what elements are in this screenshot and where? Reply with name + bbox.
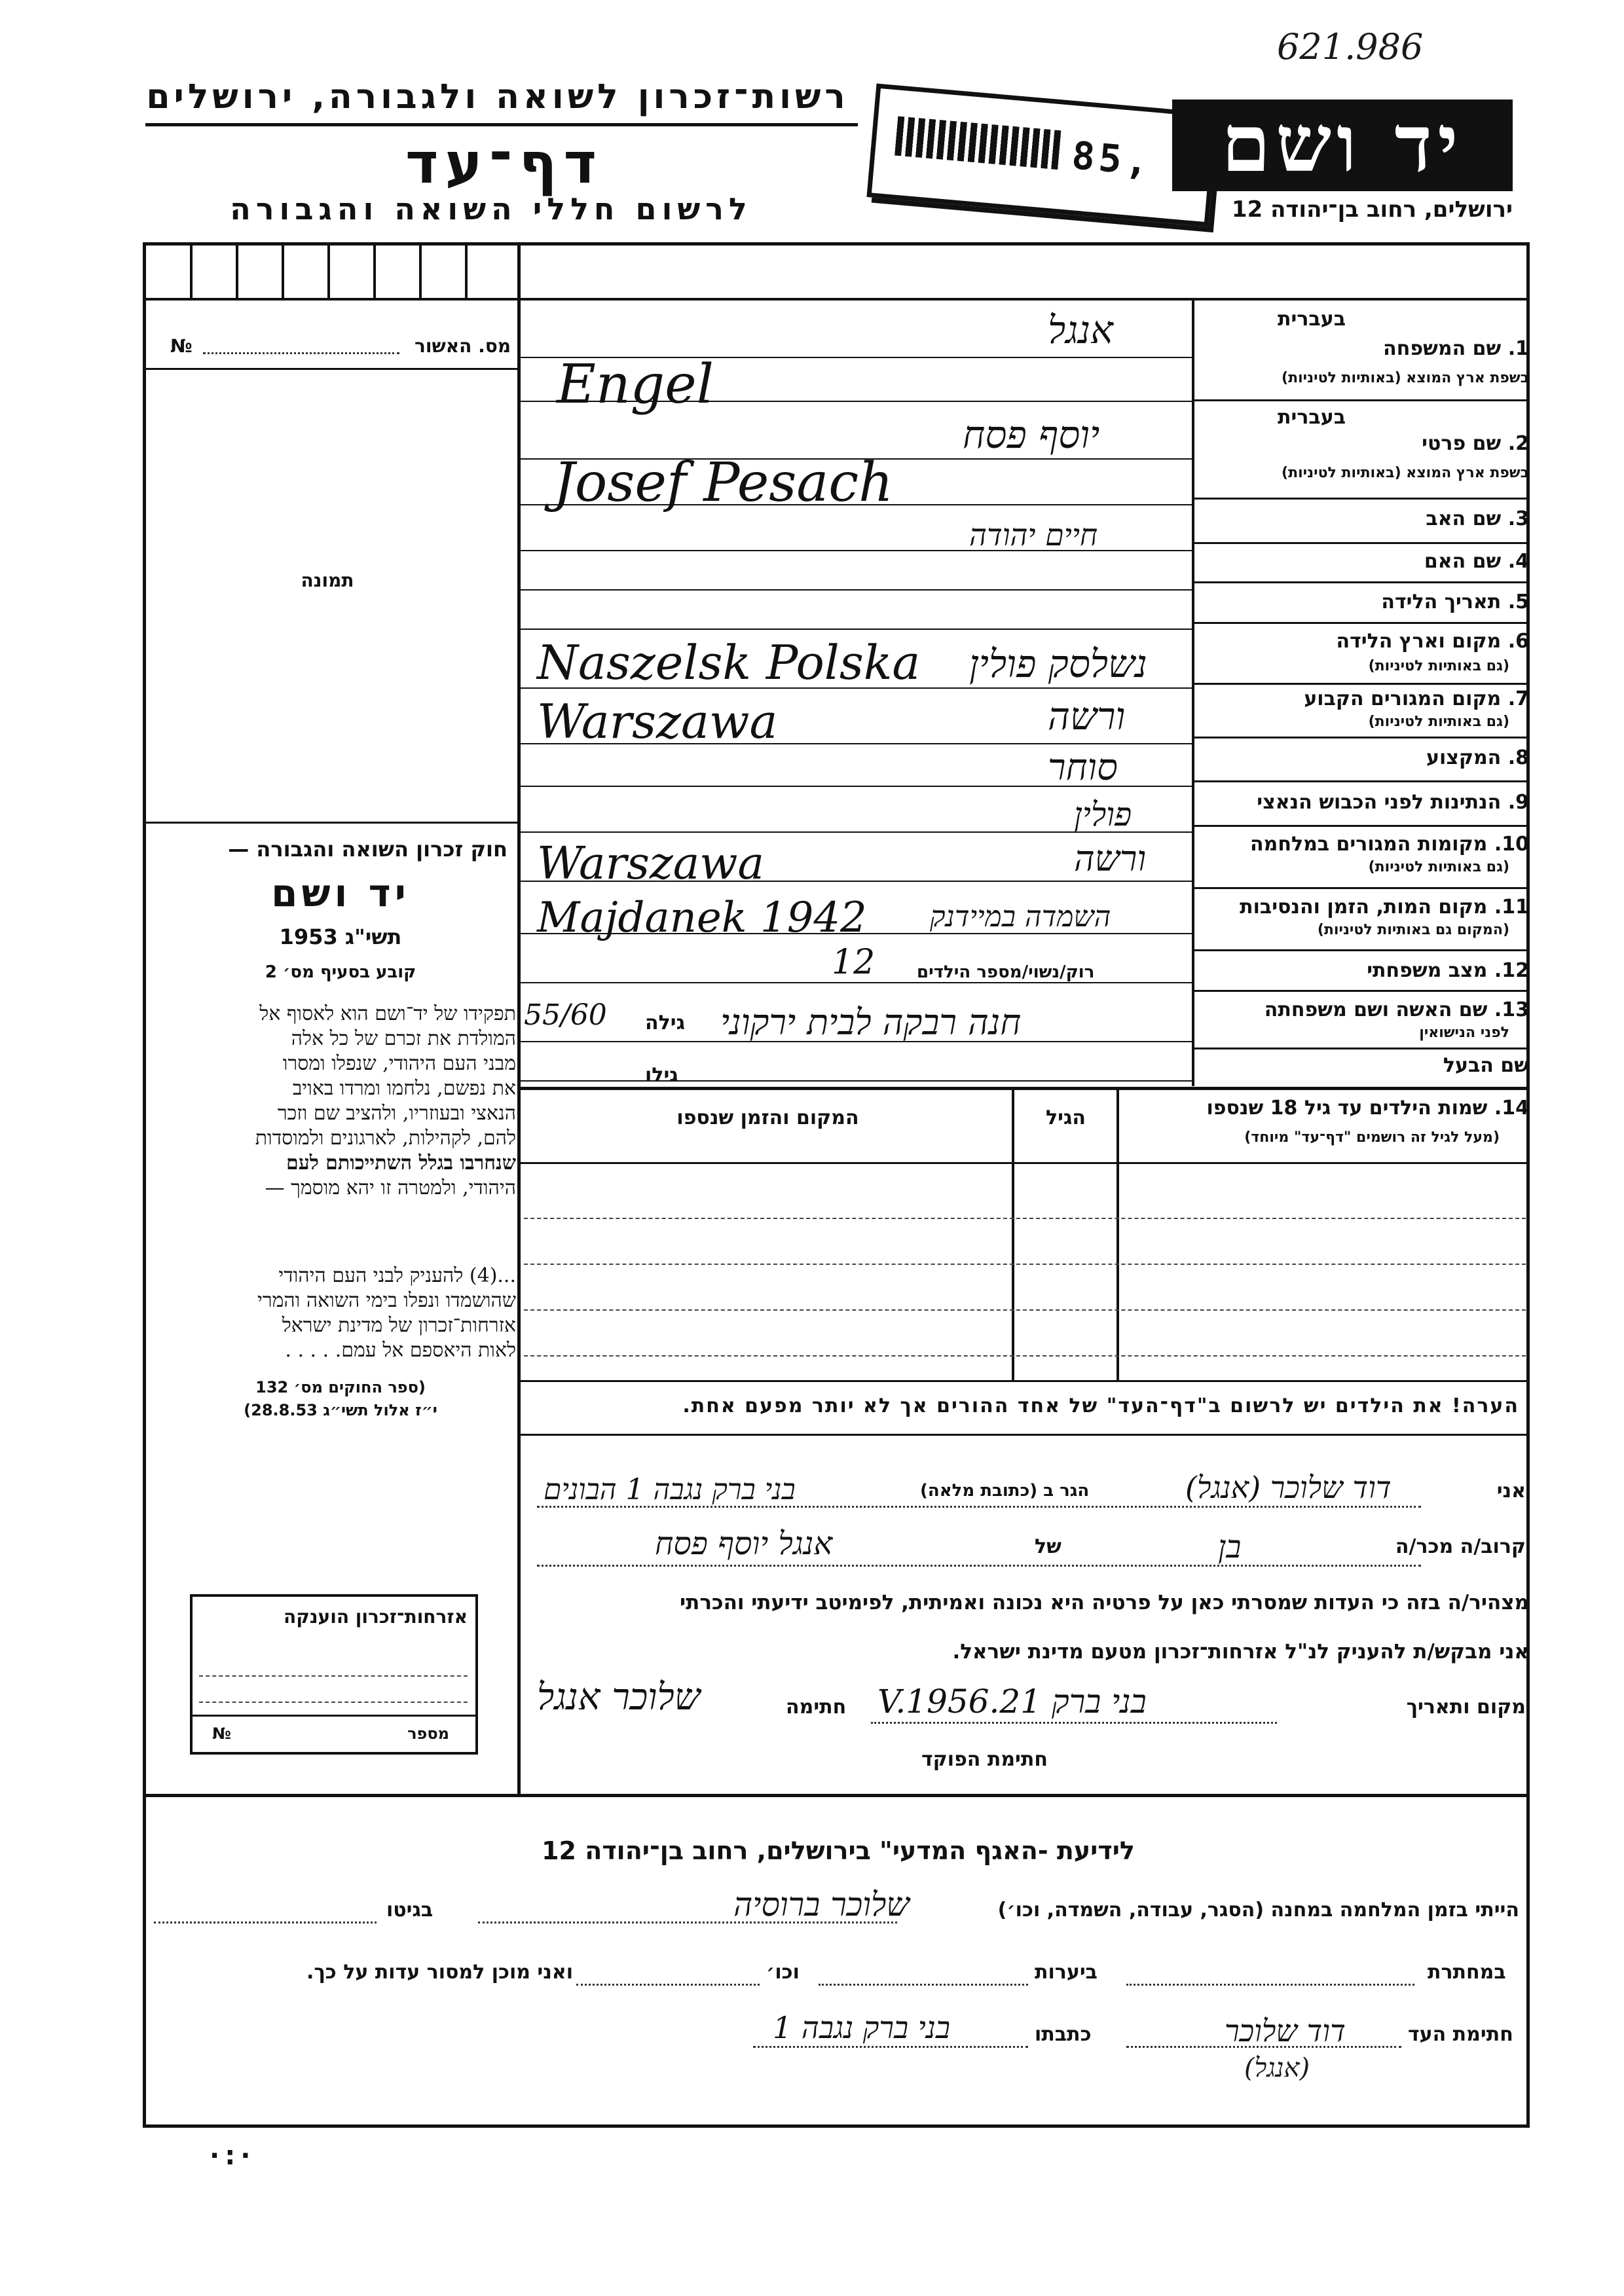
law-text-2 (149, 1264, 516, 1363)
row-rule (1192, 949, 1530, 951)
field-12-inline: רוק/נשוי/מספר הילדים (917, 962, 1095, 982)
value-rule (521, 1080, 1192, 1082)
photo-bottom-rule (143, 822, 519, 824)
row-rule (1192, 498, 1530, 500)
approval-number-row (157, 335, 511, 361)
field-2-value-he[interactable]: יוסף פסח (963, 412, 1100, 457)
info-forests-label: ביערות (1035, 1961, 1098, 1984)
info-underground-label: במחתרת (1428, 1961, 1506, 1984)
info-etc-line (576, 1984, 760, 1986)
field-2-lang: בעברית (1278, 406, 1346, 429)
info-witness-line (1126, 2046, 1401, 2048)
form-purpose: לרשום חללי השואה והגבורה (230, 191, 752, 227)
field-6-label (1337, 630, 1529, 653)
field-6-value-he[interactable]: נשלסק פולין (969, 642, 1147, 686)
citizenship-box-rule (193, 1715, 475, 1717)
law-source: (ספר החוקים מס׳ 132 (255, 1378, 426, 1396)
value-rule (521, 629, 1192, 630)
info-witness-address[interactable]: בני ברק נגבה 1 (773, 2010, 950, 2045)
decl-relation[interactable]: בן (1218, 1529, 1242, 1565)
field-12-label (1367, 959, 1529, 982)
photo-top-rule (143, 368, 519, 370)
info-forests-line (819, 1984, 1028, 1986)
law-title: חוק זכרון השואה והגבורה — (228, 837, 507, 862)
field-4-text: שם האם (1424, 550, 1502, 573)
field-13-sub: לפני הנישואין (1419, 1025, 1509, 1041)
info-line1-value[interactable]: שלוכר ברוסיה (733, 1886, 910, 1923)
no-mark: № (170, 335, 193, 357)
field-9-num: 9. (1507, 791, 1529, 814)
top-handwritten-number: 621.986 (1277, 26, 1424, 67)
box-divider (282, 242, 284, 298)
citizenship-title: אזרחות־זכרון הוענקה (284, 1606, 468, 1628)
box-divider (190, 242, 193, 298)
info-witness-sig[interactable]: דוד שלוכר (1225, 2013, 1346, 2049)
field-5-num: 5. (1507, 591, 1529, 613)
field-5-text: תאריך הלידה (1381, 591, 1502, 613)
decl-signature[interactable]: שלוכר אנגל (537, 1676, 701, 1719)
decl-address[interactable]: בני ברק נגבה 1 הבונים (544, 1473, 796, 1506)
children-row[interactable] (524, 1309, 1526, 1311)
field-9-text: הנתינות לפני הכבוש הנאצי (1257, 791, 1502, 814)
field-3-num: 3. (1507, 507, 1529, 530)
decl-of-label: של (1035, 1535, 1061, 1558)
field-9-label (1257, 791, 1529, 814)
info-line1-line (478, 1922, 897, 1923)
children-row[interactable] (524, 1355, 1526, 1357)
field-2-text: שם פרטי (1422, 432, 1502, 455)
approval-number-field[interactable] (203, 352, 399, 354)
field-10-sub: (גם באותיות לטיניות) (1368, 859, 1509, 875)
citizenship-box (190, 1594, 478, 1755)
row-rule (1192, 581, 1530, 583)
decl-statement: מצהיר/ה בזה כי העדות שמסרתי כאן על פרטיה היא נכונה ואמיתית, לפימיטב ידיעתי והכרתי (680, 1591, 1529, 1614)
field-13-value[interactable]: חנה רבקה לבית ירקוני (720, 1002, 1022, 1043)
children-row[interactable] (524, 1218, 1526, 1219)
decl-i-label: אני (1496, 1480, 1526, 1503)
children-header-rule (521, 1162, 1530, 1164)
value-rule (521, 982, 1192, 983)
field-11-sub: (המקום גם באותיות לטיניות) (1317, 922, 1509, 938)
field-13-age-label: גילה (645, 1011, 685, 1034)
field-1-text: שם המשפחה (1383, 337, 1502, 360)
stamp-redaction (895, 117, 1061, 170)
children-label (1206, 1097, 1529, 1120)
field-3-label (1426, 507, 1529, 530)
field-1-sub: בשפת ארץ המוצא (באותיות לטיניות) (1282, 370, 1529, 386)
field-1-lang: בעברית (1278, 308, 1346, 331)
box-divider (373, 242, 376, 298)
citizenship-number-label: מספר (407, 1724, 449, 1743)
field-8-num: 8. (1507, 746, 1529, 769)
info-underground-line (1126, 1984, 1414, 1986)
info-etc-label: וכו׳ (766, 1961, 800, 1984)
field-9-value[interactable]: פולין (1074, 795, 1132, 833)
decl-relative-label: קרוב/ה מכר/ה (1395, 1535, 1526, 1558)
field-2-value-lat[interactable]: Josef Pesach (553, 452, 893, 514)
children-sub: (מעל לגיל זה רושמים "דף־עד" מיוחד) (1244, 1129, 1500, 1146)
decl-officer-label: חתימת הפוקד (921, 1748, 1048, 1771)
field-2-sub: בשפת ארץ המוצא (באותיות לטיניות) (1282, 465, 1529, 481)
children-col-place: המקום והזמן שנספו (676, 1106, 859, 1129)
field-7-value-he[interactable]: ורשה (1048, 694, 1126, 738)
field-10-value-he[interactable]: ורשה (1074, 838, 1147, 879)
law-line: שהושמדו ונפלו בימי השואה והמרי (257, 1289, 516, 1312)
row-rule (1192, 737, 1530, 738)
note-rule (521, 1434, 1530, 1436)
law-name: יד ושם (271, 871, 410, 915)
approval-number-label: מס. האשור (415, 335, 511, 357)
field-6-sub: (גם באותיות לטיניות) (1368, 658, 1509, 674)
field-13-age-value[interactable]: 55/60 (524, 998, 607, 1032)
row-rule (1192, 887, 1530, 889)
info-address-line (753, 2046, 1028, 2048)
law-clause: קובע בסעיף מס׳ 2 (265, 962, 416, 982)
header-rule (145, 123, 858, 126)
row-rule (1192, 399, 1530, 401)
top-strip-rule (143, 298, 1530, 301)
field-13-label (1264, 998, 1529, 1021)
label-column-divider (1192, 301, 1194, 1086)
field-1-num: 1. (1507, 337, 1529, 360)
value-rule (521, 589, 1192, 591)
law-line: היהודי, ולמטרה זו יהא מוסמך — (265, 1176, 516, 1199)
field-2-num: 2. (1507, 432, 1529, 455)
children-bottom-rule (521, 1380, 1530, 1382)
header-address: ירושלים, רחוב בן־יהודה 12 (1231, 196, 1513, 223)
field-11-num: 11. (1494, 896, 1529, 919)
citizenship-line[interactable] (199, 1702, 468, 1703)
row-rule (1192, 990, 1530, 992)
field-6-num: 6. (1507, 630, 1529, 653)
field-12-value[interactable]: 12 (832, 943, 876, 982)
field-2-label (1422, 432, 1529, 455)
info-witness-sig-label: חתימת העד (1408, 2023, 1513, 2046)
box-divider (419, 242, 422, 298)
field-13-num: 13. (1494, 998, 1529, 1021)
decl-of-line (537, 1565, 1421, 1567)
decl-signature-label: חתימה (786, 1696, 847, 1719)
decl-declarant[interactable]: דוד שלוכר (אנגל) (1185, 1470, 1392, 1505)
field-3-value[interactable]: חיים יהודה (969, 517, 1098, 553)
stamp-number: 85, (1070, 133, 1154, 185)
info-title: לידיעת -האגף המדעי" בירושלים, רחוב בן־יהודה 12 (542, 1836, 1135, 1865)
decl-address-line (537, 1506, 1421, 1508)
field-13-text: שם האשה ושם משפחתה (1264, 998, 1488, 1021)
info-ghetto-label: בגיטו (386, 1899, 434, 1922)
field-12-num: 12. (1494, 959, 1529, 982)
row-rule (1192, 622, 1530, 624)
law-date: י״ז אלול תשי״ג 28.8.53) (244, 1401, 437, 1419)
field-7-label (1304, 687, 1529, 710)
field-10-value-lat[interactable]: Warszawa (537, 838, 765, 890)
info-address-label: כתבתו (1035, 2023, 1092, 2046)
field-14-num: 14. (1494, 1097, 1529, 1120)
field-1-value-he[interactable]: אנגל (1048, 308, 1113, 352)
children-top-rule (521, 1087, 1530, 1090)
citizenship-number-mark: № (212, 1724, 231, 1743)
law-line: את נפשם, נלחמו ומרדו באויב (292, 1077, 516, 1100)
law-line: אזרחות־זכרון של מדינת ישראל (282, 1314, 516, 1337)
field-14-text: שמות הילדים עד גיל 18 שנספו (1206, 1097, 1488, 1120)
logo-text: יד ושם (1221, 98, 1464, 190)
law-line: הנאצי ובעוזריו, ולהציב שם וזכר (277, 1102, 516, 1125)
box-divider (236, 242, 238, 298)
field-10-text: מקומות המגורים במלחמה (1250, 833, 1488, 856)
form-name: דף־עד (405, 131, 604, 196)
registration-stamp (866, 83, 1218, 227)
field-10-label (1250, 833, 1529, 856)
law-line: תפקידו של יד־ושם הוא לאסוף אל (259, 1002, 516, 1025)
field-11-value-lat[interactable]: Majdanek 1942 (537, 894, 867, 942)
field-4-label (1424, 550, 1529, 573)
row-rule (1192, 683, 1530, 685)
law-line: להם, לקהילות, לארגונים ולמוסדות (255, 1127, 516, 1150)
authority-title: רשות־זכרון לשואה ולגבורה, ירושלים (146, 77, 849, 117)
field-8-label (1426, 746, 1529, 769)
decl-place-date-label: מקום ותאריך (1406, 1696, 1526, 1719)
row-rule (1192, 1048, 1530, 1049)
husband-age-label: גילו (645, 1064, 678, 1087)
field-7-sub: (גם באותיות לטיניות) (1368, 714, 1509, 730)
husband-label: שם הבעל (1443, 1054, 1529, 1077)
decl-resides-label: הגר ב (כתובת מלאה) (920, 1481, 1090, 1501)
field-1-value-lat[interactable]: Engel (557, 354, 714, 416)
field-3-text: שם האב (1426, 507, 1502, 530)
law-line: המולדת את זכרם של כל אלה (291, 1027, 516, 1050)
info-line1-label: הייתי בזמן המלחמה במחנה (הסגר, עבודה, השמדה, וכו׳) (997, 1899, 1519, 1922)
children-col-2 (1116, 1087, 1119, 1381)
field-4-num: 4. (1507, 550, 1529, 573)
field-8-text: המקצוע (1426, 746, 1502, 769)
children-col-age: הגיל (1046, 1106, 1086, 1129)
box-divider (327, 242, 330, 298)
field-12-text: מצב משפחתי (1367, 959, 1488, 982)
children-note: הערה! את הילדים יש לרשום ב"דף־העד" של אחד ההורים אך לא יותר מפעם אחת. (682, 1394, 1519, 1417)
row-rule (1192, 542, 1530, 544)
field-1-label (1383, 337, 1529, 360)
field-11-label (1240, 896, 1529, 919)
law-year: תשי"ג 1953 (279, 924, 402, 949)
decl-of-name[interactable]: אנגל יוסף פסח (655, 1525, 833, 1562)
info-ghetto-line (154, 1922, 377, 1923)
column-divider (517, 242, 521, 1794)
law-line: מבני העם היהודי, שנפלו ומסרו (282, 1052, 516, 1075)
field-5-label (1381, 591, 1529, 613)
row-rule (1192, 780, 1530, 782)
row-rule (1192, 825, 1530, 827)
field-7-num: 7. (1507, 687, 1529, 710)
info-ready-label: ואני מוכן למסור עדות על כך. (306, 1961, 573, 1984)
law-line: ...(4) להעניק לבני העם היהודי (278, 1264, 516, 1287)
decl-place-date[interactable]: בני ברק 21.V.1956 (877, 1683, 1147, 1721)
law-text-1 (149, 1002, 516, 1201)
law-line: לאות היאספם אל עמם. . . . . (285, 1339, 516, 1362)
field-8-value[interactable]: סוחר (1048, 746, 1118, 789)
field-11-text: מקום המות, הזמן והנסיבות (1240, 896, 1488, 919)
footer-marks: ·:· (210, 2141, 256, 2171)
field-7-text: מקום המגורים הקבוע (1304, 687, 1502, 710)
info-top-rule (143, 1794, 1530, 1797)
field-6-text: מקום וארץ הלידה (1336, 630, 1502, 653)
field-6-value-lat[interactable]: Naszelsk Polska (537, 635, 921, 690)
field-7-value-lat[interactable]: Warszawa (537, 694, 778, 749)
law-line: שנחרבו בגלל השתייכותם לעם (286, 1152, 516, 1175)
field-11-value-he[interactable]: השמדה במיידנק (930, 900, 1111, 934)
children-col-1 (1012, 1087, 1014, 1381)
field-10-num: 10. (1494, 833, 1529, 856)
children-row[interactable] (524, 1264, 1526, 1265)
photo-label: תמונה (301, 570, 354, 591)
box-divider (465, 242, 468, 298)
decl-place-line (871, 1722, 1277, 1724)
decl-request: אני מבקש/ת להעניק לנ"ל אזרחות־זכרון מטעם מדינת ישראל. (952, 1640, 1529, 1664)
citizenship-line[interactable] (199, 1675, 468, 1677)
info-witness-extra: (אנגל) (1244, 2053, 1310, 2083)
